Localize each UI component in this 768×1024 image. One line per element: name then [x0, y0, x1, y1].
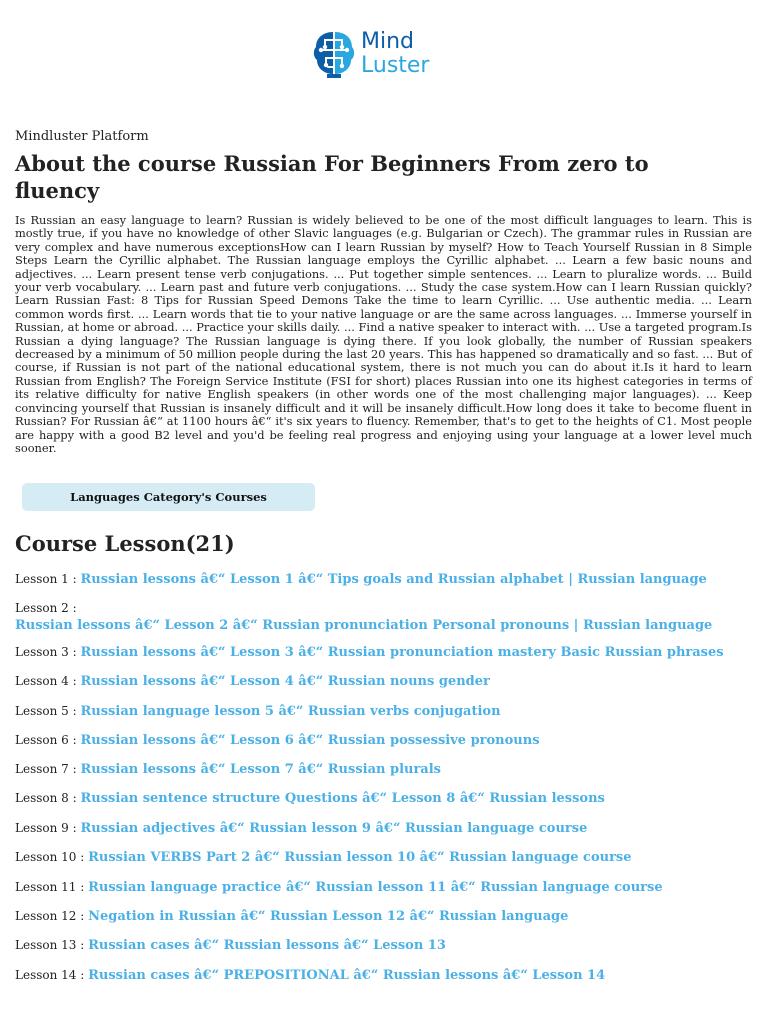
lesson-link[interactable]: Negation in Russian â€“ Russian Lesson 12 â€“ Russian language — [88, 909, 569, 924]
lesson-item — [15, 820, 760, 837]
lesson-item — [15, 937, 760, 954]
lesson-item — [15, 967, 760, 984]
platform-label: Mindluster Platform — [15, 129, 149, 144]
lesson-item — [15, 879, 760, 896]
mindluster-logo[interactable] — [311, 26, 471, 82]
lesson-item — [15, 571, 760, 588]
lesson-item — [15, 849, 760, 866]
lesson-label: Lesson 3 : — [15, 645, 77, 659]
logo-wordmark — [361, 30, 429, 78]
lesson-link[interactable]: Russian lessons â€“ Lesson 6 â€“ Russian possessive pronouns — [80, 733, 540, 748]
lesson-link[interactable]: Russian VERBS Part 2 â€“ Russian lesson 10 â€“ Russian language course — [88, 850, 632, 865]
course-description: Is Russian an easy language to learn? Russian is widely believed to be one of the most difficult languages to learn. This is mostly true, if you have no knowledge of other Slavic languages (e.g. Bulgarian or Czech). The grammar rules in Russian are very complex and have numerous exceptionsHow can I learn Russian by myself? How to Teach Yourself Russian in 8 Simple Steps Learn the Cyrillic alphabet. The Russian language employs the Cyrillic alphabet. ... Learn a few basic nouns and adjectives. ... Learn present tense verb conjugations. ... Put together simple sentences. ... Learn to pluralize words. ... Build your verb vocabulary. ... Learn past and future verb conjugations. ... Study the case system.How can I learn Russian quickly? Learn Russian Fast: 8 Tips for Russian Speed Demons Take the time to learn Cyrillic. ... Use authentic media. ... Learn common words first. ... Learn words that tie to your native language or are the same across languages. ... Immerse yourself in Russian, at home or abroad. ... Practice your skills daily. ... Find a native speaker to interact with. ... Use a targeted program.Is Russian a dying language? The Russian language is dying there. If you look globally, the number of Russian speakers decreased by a minimum of 50 million people during the last 20 years. This has happened so dramatically and so fast. ... But of course, if Russian is not part of the national educational system, there is not much you can do about it.Is it hard to learn Russian from English? The Foreign Service Institute (FSI for short) places Russian into one its highest categories in terms of its relative difficulty for native English speakers (in other words one of the most challenging major languages). ... Keep convincing yourself that Russian is insanely difficult and it will be insanely difficult.How long does it take to become fluent in Russian? For Russian â€“ at 1100 hours â€“ it's six years to fluency. Remember, that's to get to the heights of C1. Most people are happy with a good B2 level and you'd be feeling real progress and enjoying using your language at a lower level much sooner. — [15, 213, 752, 455]
category-courses-button[interactable]: Languages Category's Courses — [22, 483, 315, 511]
lessons-heading: Course Lesson(21) — [15, 531, 235, 556]
lesson-label: Lesson 6 : — [15, 733, 77, 747]
lesson-item — [15, 732, 760, 749]
brain-circuit-icon — [311, 28, 357, 80]
lesson-label: Lesson 13 : — [15, 938, 85, 952]
lesson-label: Lesson 4 : — [15, 674, 77, 688]
lesson-label: Lesson 11 : — [15, 880, 85, 894]
lesson-item — [15, 761, 760, 778]
lesson-label: Lesson 14 : — [15, 968, 85, 982]
lesson-item — [15, 644, 760, 661]
lesson-label: Lesson 2 : — [15, 601, 77, 615]
logo-line-mind: Mind — [361, 29, 415, 54]
lesson-label: Lesson 5 : — [15, 704, 77, 718]
lesson-item — [15, 703, 760, 720]
lesson-link[interactable]: Russian lessons â€“ Lesson 3 â€“ Russian pronunciation mastery Basic Russian phrases — [80, 645, 724, 660]
lesson-link[interactable]: Russian adjectives â€“ Russian lesson 9 â€“ Russian language course — [80, 821, 588, 836]
lesson-item — [15, 673, 760, 690]
lesson-link[interactable]: Russian cases â€“ PREPOSITIONAL â€“ Russian lessons â€“ Lesson 14 — [88, 968, 606, 983]
lesson-item — [15, 908, 760, 925]
lesson-label: Lesson 9 : — [15, 821, 77, 835]
lesson-link[interactable]: Russian sentence structure Questions â€“ Lesson 8 â€“ Russian lessons — [80, 791, 605, 806]
logo-line-luster: Luster — [361, 53, 430, 78]
lesson-link[interactable]: Russian language practice â€“ Russian lesson 11 â€“ Russian language course — [88, 880, 663, 895]
course-title: About the course Russian For Beginners From zero to fluency — [15, 151, 649, 203]
lesson-label: Lesson 7 : — [15, 762, 77, 776]
lesson-link[interactable]: Russian lessons â€“ Lesson 4 â€“ Russian nouns gender — [80, 674, 490, 689]
lesson-link[interactable]: Russian cases â€“ Russian lessons â€“ Lesson 13 — [88, 938, 446, 953]
lesson-link[interactable]: Russian language lesson 5 â€“ Russian verbs conjugation — [80, 704, 501, 719]
lesson-label: Lesson 1 : — [15, 572, 77, 586]
lesson-link[interactable]: Russian lessons â€“ Lesson 1 â€“ Tips goals and Russian alphabet | Russian language — [80, 572, 707, 587]
lesson-item — [15, 790, 760, 807]
lesson-link[interactable]: Russian lessons â€“ Lesson 2 â€“ Russian pronunciation Personal pronouns | Russian language — [15, 618, 713, 633]
lesson-item — [15, 600, 760, 634]
lesson-label: Lesson 10 : — [15, 850, 85, 864]
lesson-link[interactable]: Russian lessons â€“ Lesson 7 â€“ Russian plurals — [80, 762, 441, 777]
lesson-label: Lesson 8 : — [15, 791, 77, 805]
lesson-label: Lesson 12 : — [15, 909, 85, 923]
